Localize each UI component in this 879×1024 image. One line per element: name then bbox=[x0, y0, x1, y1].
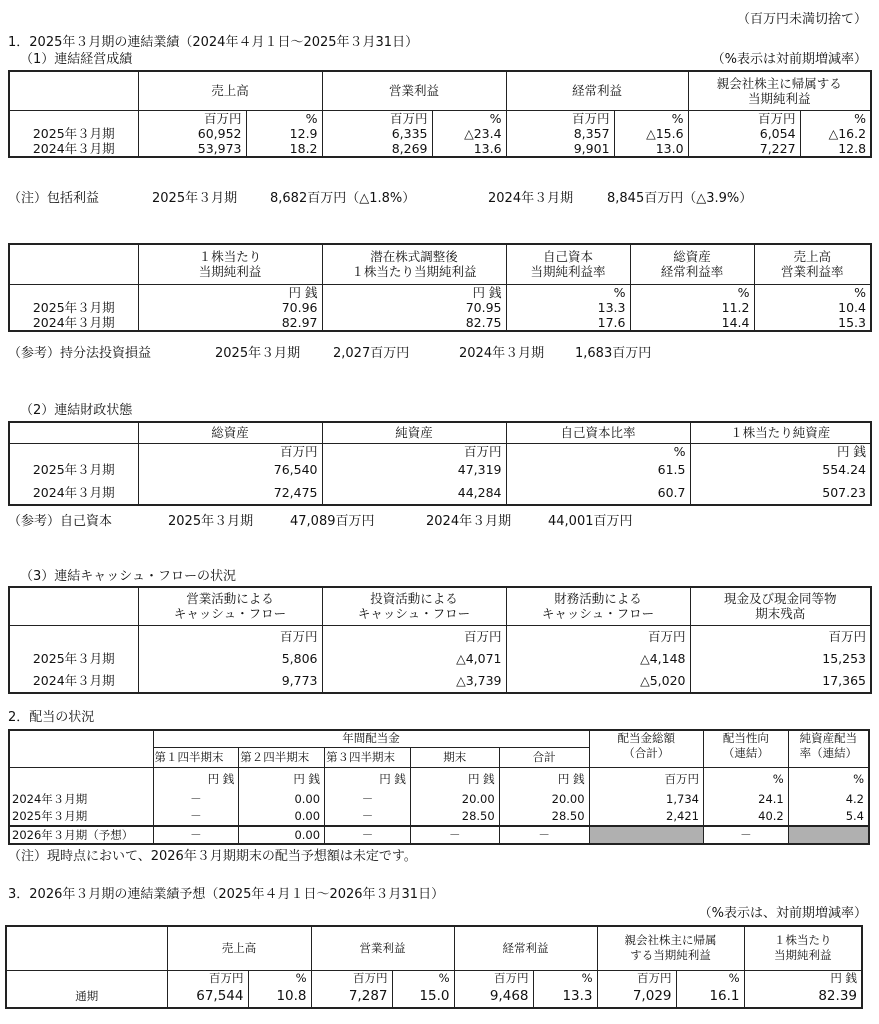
header-line: 財務活動による bbox=[554, 591, 642, 607]
header-line: １株当たり bbox=[774, 933, 832, 948]
unit: % bbox=[533, 970, 597, 986]
header-diluted-eps bbox=[322, 244, 506, 284]
header-operating-cf bbox=[138, 587, 322, 625]
sub3-title: （3）連結キャッシュ・フローの状況 bbox=[20, 569, 237, 584]
cell: 6,054 bbox=[688, 126, 800, 141]
header-net-income bbox=[688, 71, 871, 110]
header-blank bbox=[9, 71, 138, 110]
cell: － bbox=[153, 791, 239, 808]
header-line: １株当たり bbox=[198, 249, 262, 265]
cell: 9,901 bbox=[506, 141, 614, 157]
header-cash-end bbox=[690, 587, 871, 625]
unit: % bbox=[246, 110, 322, 126]
cell: 40.2 bbox=[703, 808, 788, 826]
unit: % bbox=[754, 284, 871, 300]
row-label-blank bbox=[6, 970, 167, 986]
cell: 18.2 bbox=[246, 141, 322, 157]
cell: 44,284 bbox=[322, 481, 506, 505]
equity-method-value-2: 1,683百万円 bbox=[575, 346, 652, 361]
row-label: 2025年３月期 bbox=[9, 808, 153, 826]
equity-method-period-1: 2025年３月期 bbox=[215, 346, 301, 361]
table-row bbox=[9, 459, 871, 481]
equity-ref-value-1: 47,089百万円 bbox=[290, 514, 375, 529]
unit: % bbox=[506, 284, 630, 300]
per-share-ratios-table bbox=[8, 243, 872, 332]
header-financing-cf bbox=[506, 587, 690, 625]
section3-title: 3．2026年３月期の連結業績予想（2025年４月１日～2026年３月31日） bbox=[8, 887, 445, 902]
header-blank bbox=[9, 587, 138, 625]
unit: % bbox=[703, 767, 788, 791]
unit: 円 銭 bbox=[325, 767, 411, 791]
section1-title: 1．2025年３月期の連結業績（2024年４月１日～2025年３月31日） bbox=[8, 35, 419, 50]
sub1-pct-note: （%表示は対前期増減率） bbox=[711, 52, 867, 67]
header-blank bbox=[9, 244, 138, 284]
cell: 20.00 bbox=[499, 791, 589, 808]
comprehensive-income-period-1: 2025年３月期 bbox=[152, 191, 238, 206]
header-line: 純資産配当 bbox=[799, 731, 858, 745]
cell: － bbox=[153, 808, 239, 826]
cell: 70.96 bbox=[138, 300, 322, 315]
header-ordinary-profit: 経常利益 bbox=[506, 71, 688, 110]
cell: 12.8 bbox=[800, 141, 871, 157]
header-line: 当期純利益率 bbox=[530, 264, 606, 280]
cell: 28.50 bbox=[499, 808, 589, 826]
cell: 15.0 bbox=[392, 986, 454, 1008]
unit: 円 銭 bbox=[239, 767, 325, 791]
cell: 67,544 bbox=[167, 986, 248, 1008]
unit: 百万円 bbox=[589, 767, 703, 791]
sub2-title: （2）連結財政状態 bbox=[20, 403, 133, 418]
cell: － bbox=[410, 826, 499, 844]
unit: 円 銭 bbox=[410, 767, 499, 791]
header-line: 当期純利益 bbox=[774, 948, 832, 963]
equity-ref-period-1: 2025年３月期 bbox=[168, 514, 254, 529]
cell: 82.39 bbox=[744, 986, 862, 1008]
header-investing-cf bbox=[322, 587, 506, 625]
header-line: 潜在株式調整後 bbox=[370, 249, 458, 265]
unit: 百万円 bbox=[506, 110, 614, 126]
cell-shaded bbox=[788, 826, 869, 844]
header-line: 配当性向 bbox=[722, 731, 769, 745]
sub1-title: （1）連結経営成績 bbox=[20, 52, 133, 67]
header-blank bbox=[6, 926, 167, 970]
cash-flow-table bbox=[8, 586, 872, 694]
cell: 0.00 bbox=[239, 808, 325, 826]
header-line: 売上高 bbox=[793, 249, 831, 265]
unit: 円 銭 bbox=[138, 284, 322, 300]
row-label: 通期 bbox=[6, 986, 167, 1008]
cell: 53,973 bbox=[138, 141, 246, 157]
cell: 13.6 bbox=[432, 141, 506, 157]
cell: △16.2 bbox=[800, 126, 871, 141]
cell: 0.00 bbox=[239, 791, 325, 808]
cell: 15,253 bbox=[690, 647, 871, 669]
table-row bbox=[9, 826, 869, 844]
unit: 百万円 bbox=[690, 625, 871, 647]
row-label: 2024年３月期 bbox=[9, 141, 138, 157]
header-line: 総資産 bbox=[673, 249, 711, 265]
header-equity-ratio: 自己資本比率 bbox=[506, 422, 690, 443]
cell: 7,029 bbox=[597, 986, 676, 1008]
header-line: 自己資本 bbox=[542, 249, 593, 265]
header-blank bbox=[9, 422, 138, 443]
cell: 16.1 bbox=[676, 986, 744, 1008]
equity-ref-period-2: 2024年３月期 bbox=[426, 514, 512, 529]
header-line: 親会社株主に帰属 bbox=[624, 933, 717, 948]
cell: 20.00 bbox=[410, 791, 499, 808]
row-label: 2025年３月期 bbox=[9, 300, 138, 315]
cell: 17,365 bbox=[690, 669, 871, 693]
row-label-blank bbox=[9, 284, 138, 300]
unit: % bbox=[506, 443, 690, 459]
header-q1: 第１四半期末 bbox=[153, 747, 239, 767]
header-line: キャッシュ・フロー bbox=[357, 606, 471, 622]
unit: 百万円 bbox=[138, 443, 322, 459]
unit: 百万円 bbox=[322, 110, 432, 126]
unit: 百万円 bbox=[506, 625, 690, 647]
header-sales: 売上高 bbox=[167, 926, 311, 970]
unit: 百万円 bbox=[138, 110, 246, 126]
equity-ref-value-2: 44,001百万円 bbox=[548, 514, 633, 529]
dividends-table bbox=[8, 729, 870, 845]
cell: 60.7 bbox=[506, 481, 690, 505]
header-net-income bbox=[597, 926, 744, 970]
unit: % bbox=[630, 284, 754, 300]
unit: 百万円 bbox=[688, 110, 800, 126]
cell: 8,357 bbox=[506, 126, 614, 141]
comprehensive-income-value-2: 8,845百万円（△3.9%） bbox=[607, 191, 753, 206]
unit: % bbox=[432, 110, 506, 126]
header-line: 現金及び現金同等物 bbox=[723, 591, 837, 607]
header-year-end: 期末 bbox=[410, 747, 499, 767]
table-row bbox=[9, 315, 871, 331]
cell: 5,806 bbox=[138, 647, 322, 669]
header-line: １株当たり当期純利益 bbox=[351, 264, 477, 280]
cell: 82.75 bbox=[322, 315, 506, 331]
unit: % bbox=[800, 110, 871, 126]
header-net-assets: 純資産 bbox=[322, 422, 506, 443]
equity-ref-label: （参考）自己資本 bbox=[8, 514, 113, 529]
cell: 7,287 bbox=[311, 986, 392, 1008]
header-sales: 売上高 bbox=[138, 71, 322, 110]
unit: 百万円 bbox=[322, 625, 506, 647]
cell: 2,421 bbox=[589, 808, 703, 826]
header-q3: 第３四半期末 bbox=[325, 747, 411, 767]
cell: － bbox=[153, 826, 239, 844]
cell: 28.50 bbox=[410, 808, 499, 826]
cell: △4,148 bbox=[506, 647, 690, 669]
cell: 17.6 bbox=[506, 315, 630, 331]
unit: % bbox=[788, 767, 869, 791]
cell: 10.4 bbox=[754, 300, 871, 315]
row-label-blank bbox=[9, 625, 138, 647]
cell: 7,227 bbox=[688, 141, 800, 157]
row-label: 2026年３月期（予想） bbox=[9, 826, 153, 844]
header-payout-ratio bbox=[703, 730, 788, 767]
cell: － bbox=[325, 826, 411, 844]
cell: 9,773 bbox=[138, 669, 322, 693]
unit: 百万円 bbox=[597, 970, 676, 986]
header-roa bbox=[630, 244, 754, 284]
comprehensive-income-value-1: 8,682百万円（△1.8%） bbox=[270, 191, 416, 206]
cell: 47,319 bbox=[322, 459, 506, 481]
header-total-assets: 総資産 bbox=[138, 422, 322, 443]
row-label: 2025年３月期 bbox=[9, 126, 138, 141]
cell: － bbox=[499, 826, 589, 844]
unit: % bbox=[392, 970, 454, 986]
row-label: 2024年３月期 bbox=[9, 315, 138, 331]
table-row bbox=[9, 669, 871, 693]
unit: % bbox=[676, 970, 744, 986]
header-line: （連結） bbox=[722, 746, 769, 760]
cell: △5,020 bbox=[506, 669, 690, 693]
header-line: キャッシュ・フロー bbox=[173, 606, 287, 622]
cell: △15.6 bbox=[614, 126, 688, 141]
cell: － bbox=[325, 791, 411, 808]
equity-method-value-1: 2,027百万円 bbox=[333, 346, 410, 361]
cell: 13.0 bbox=[614, 141, 688, 157]
cell: 10.8 bbox=[248, 986, 311, 1008]
unit: 百万円 bbox=[322, 443, 506, 459]
section3-pct-note: （%表示は、対前期増減率） bbox=[698, 906, 867, 921]
comprehensive-income-period-2: 2024年３月期 bbox=[488, 191, 574, 206]
header-operating-profit: 営業利益 bbox=[311, 926, 454, 970]
cell: 14.4 bbox=[630, 315, 754, 331]
dividend-note: （注）現時点において、2026年３月期期末の配当予想額は未定です。 bbox=[8, 849, 417, 864]
header-line: 投資活動による bbox=[370, 591, 458, 607]
header-net-income-line1: 親会社株主に帰属する bbox=[716, 75, 842, 91]
unit: 百万円 bbox=[454, 970, 533, 986]
section2-title: 2．配当の状況 bbox=[8, 710, 95, 725]
forecast-table bbox=[5, 925, 863, 1009]
cell: 507.23 bbox=[690, 481, 871, 505]
header-roe bbox=[506, 244, 630, 284]
table-row bbox=[9, 808, 869, 826]
unit: 百万円 bbox=[311, 970, 392, 986]
row-label-blank bbox=[9, 767, 153, 791]
cell: － bbox=[325, 808, 411, 826]
unit: 円 銭 bbox=[690, 443, 871, 459]
header-line: 営業活動による bbox=[186, 591, 274, 607]
row-label: 2024年３月期 bbox=[9, 791, 153, 808]
unit: 円 銭 bbox=[499, 767, 589, 791]
header-eps bbox=[744, 926, 862, 970]
unit: 百万円 bbox=[167, 970, 248, 986]
cell: 0.00 bbox=[239, 826, 325, 844]
header-total: 合計 bbox=[499, 747, 589, 767]
unit: % bbox=[248, 970, 311, 986]
financial-position-table bbox=[8, 421, 872, 506]
cell: 13.3 bbox=[533, 986, 597, 1008]
cell: 5.4 bbox=[788, 808, 869, 826]
cell: 554.24 bbox=[690, 459, 871, 481]
cell: 12.9 bbox=[246, 126, 322, 141]
header-line: 営業利益率 bbox=[780, 264, 844, 280]
header-total-dividend bbox=[589, 730, 703, 767]
header-q2: 第２四半期末 bbox=[239, 747, 325, 767]
cell: 11.2 bbox=[630, 300, 754, 315]
operating-results-table bbox=[8, 70, 872, 158]
cell: 60,952 bbox=[138, 126, 246, 141]
cell: － bbox=[703, 826, 788, 844]
unit: % bbox=[614, 110, 688, 126]
cell: 24.1 bbox=[703, 791, 788, 808]
cell: 15.3 bbox=[754, 315, 871, 331]
table-row bbox=[9, 647, 871, 669]
header-line: 当期純利益 bbox=[198, 264, 262, 280]
equity-method-period-2: 2024年３月期 bbox=[459, 346, 545, 361]
cell: △4,071 bbox=[322, 647, 506, 669]
header-line: 率（連結） bbox=[799, 746, 858, 760]
rounding-note: （百万円未満切捨て） bbox=[736, 12, 867, 27]
table-row bbox=[9, 300, 871, 315]
unit: 百万円 bbox=[138, 625, 322, 647]
row-label-blank bbox=[9, 443, 138, 459]
cell: △23.4 bbox=[432, 126, 506, 141]
header-line: する当期純利益 bbox=[630, 948, 711, 963]
row-label: 2024年３月期 bbox=[9, 669, 138, 693]
header-doe bbox=[788, 730, 869, 767]
row-label-blank bbox=[9, 110, 138, 126]
unit: 円 銭 bbox=[153, 767, 239, 791]
comprehensive-income-label: （注）包括利益 bbox=[8, 191, 100, 206]
table-row bbox=[9, 481, 871, 505]
header-line: キャッシュ・フロー bbox=[541, 606, 655, 622]
unit: 円 銭 bbox=[322, 284, 506, 300]
cell: 72,475 bbox=[138, 481, 322, 505]
row-label: 2025年３月期 bbox=[9, 647, 138, 669]
cell: 8,269 bbox=[322, 141, 432, 157]
header-line: 経常利益率 bbox=[660, 264, 724, 280]
row-label: 2024年３月期 bbox=[9, 481, 138, 505]
table-row bbox=[6, 986, 862, 1008]
table-row bbox=[9, 126, 871, 141]
equity-method-label: （参考）持分法投資損益 bbox=[8, 346, 152, 361]
cell-shaded bbox=[589, 826, 703, 844]
header-eps bbox=[138, 244, 322, 284]
header-net-income-line2: 当期純利益 bbox=[748, 90, 811, 106]
header-line: 配当金総額 bbox=[617, 731, 676, 745]
header-ordinary-profit: 経常利益 bbox=[454, 926, 597, 970]
header-blank bbox=[9, 730, 153, 767]
header-line: 期末残高 bbox=[755, 606, 806, 622]
table-row bbox=[9, 141, 871, 157]
cell: 82.97 bbox=[138, 315, 322, 331]
cell: 6,335 bbox=[322, 126, 432, 141]
header-line: （合計） bbox=[623, 746, 670, 760]
cell: 9,468 bbox=[454, 986, 533, 1008]
cell: 76,540 bbox=[138, 459, 322, 481]
row-label: 2025年３月期 bbox=[9, 459, 138, 481]
header-annual-dividend: 年間配当金 bbox=[153, 730, 589, 747]
header-operating-profit: 営業利益 bbox=[322, 71, 506, 110]
table-row bbox=[9, 791, 869, 808]
cell: 13.3 bbox=[506, 300, 630, 315]
cell: 70.95 bbox=[322, 300, 506, 315]
cell: 61.5 bbox=[506, 459, 690, 481]
cell: 1,734 bbox=[589, 791, 703, 808]
cell: △3,739 bbox=[322, 669, 506, 693]
cell: 4.2 bbox=[788, 791, 869, 808]
header-bps: １株当たり純資産 bbox=[690, 422, 871, 443]
unit: 円 銭 bbox=[744, 970, 862, 986]
header-op-margin bbox=[754, 244, 871, 284]
